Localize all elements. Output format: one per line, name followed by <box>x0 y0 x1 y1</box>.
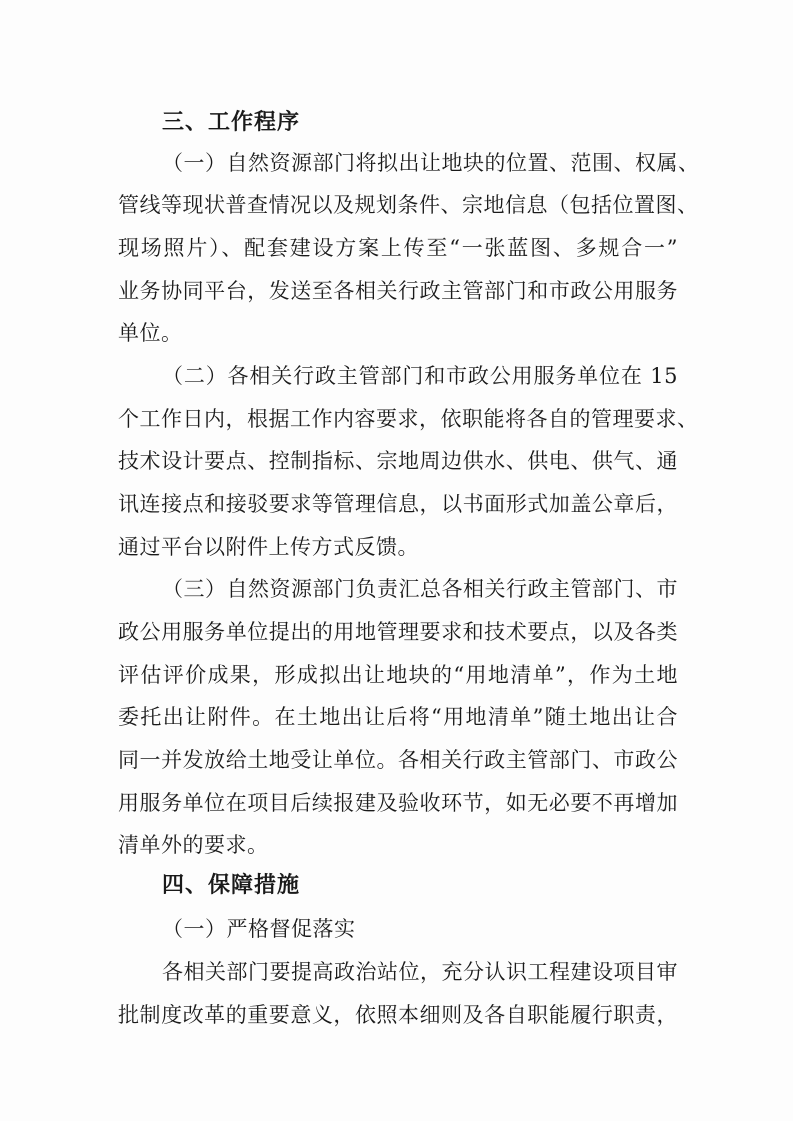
paragraph-line: 讯连接点和接驳要求等管理信息，以书面形式加盖公章后， <box>118 492 678 516</box>
paragraph-line: 委托出让附件。在土地出让后将“用地清单”随土地出让合 <box>118 705 678 729</box>
paragraph-line: （二）各相关行政主管部门和市政公用服务单位在 15 <box>162 364 678 388</box>
section-heading: 三、工作程序 <box>162 110 301 135</box>
paragraph-line: 批制度改革的重要意义，依照本细则及各自职能履行职责， <box>118 1003 678 1027</box>
paragraph-line: 单位。 <box>118 321 183 345</box>
paragraph-line: （一）自然资源部门将拟出让地块的位置、范围、权属、 <box>162 151 700 175</box>
paragraph-line: 现场照片）、配套建设方案上传至“一张蓝图、多规合一” <box>118 236 678 260</box>
subsection-heading: （一）严格督促落实 <box>162 917 356 941</box>
paragraph-line: 评估评价成果，形成拟出让地块的“用地清单”，作为土地 <box>118 663 678 687</box>
paragraph-line: 个工作日内，根据工作内容要求，依职能将各自的管理要求、 <box>118 407 699 431</box>
paragraph-line: 业务协同平台，发送至各相关行政主管部门和市政公用服务 <box>118 279 678 303</box>
paragraph-line: 各相关部门要提高政治站位，充分认识工程建设项目审 <box>162 960 678 984</box>
paragraph-line: 清单外的要求。 <box>118 833 269 857</box>
paragraph-line: （三）自然资源部门负责汇总各相关行政主管部门、市 <box>162 577 678 601</box>
paragraph-line: 技术设计要点、控制指标、宗地周边供水、供电、供气、通 <box>118 449 678 473</box>
paragraph-line: 通过平台以附件上传方式反馈。 <box>118 535 419 559</box>
paragraph-line: 政公用服务单位提出的用地管理要求和技术要点，以及各类 <box>118 620 678 644</box>
paragraph-line: 用服务单位在项目后续报建及验收环节，如无必要不再增加 <box>118 791 678 815</box>
section-heading: 四、保障措施 <box>162 873 301 898</box>
paragraph-line: 管线等现状普查情况以及规划条件、宗地信息（包括位置图、 <box>118 193 699 217</box>
paragraph-line: 同一并发放给土地受让单位。各相关行政主管部门、市政公 <box>118 748 678 772</box>
